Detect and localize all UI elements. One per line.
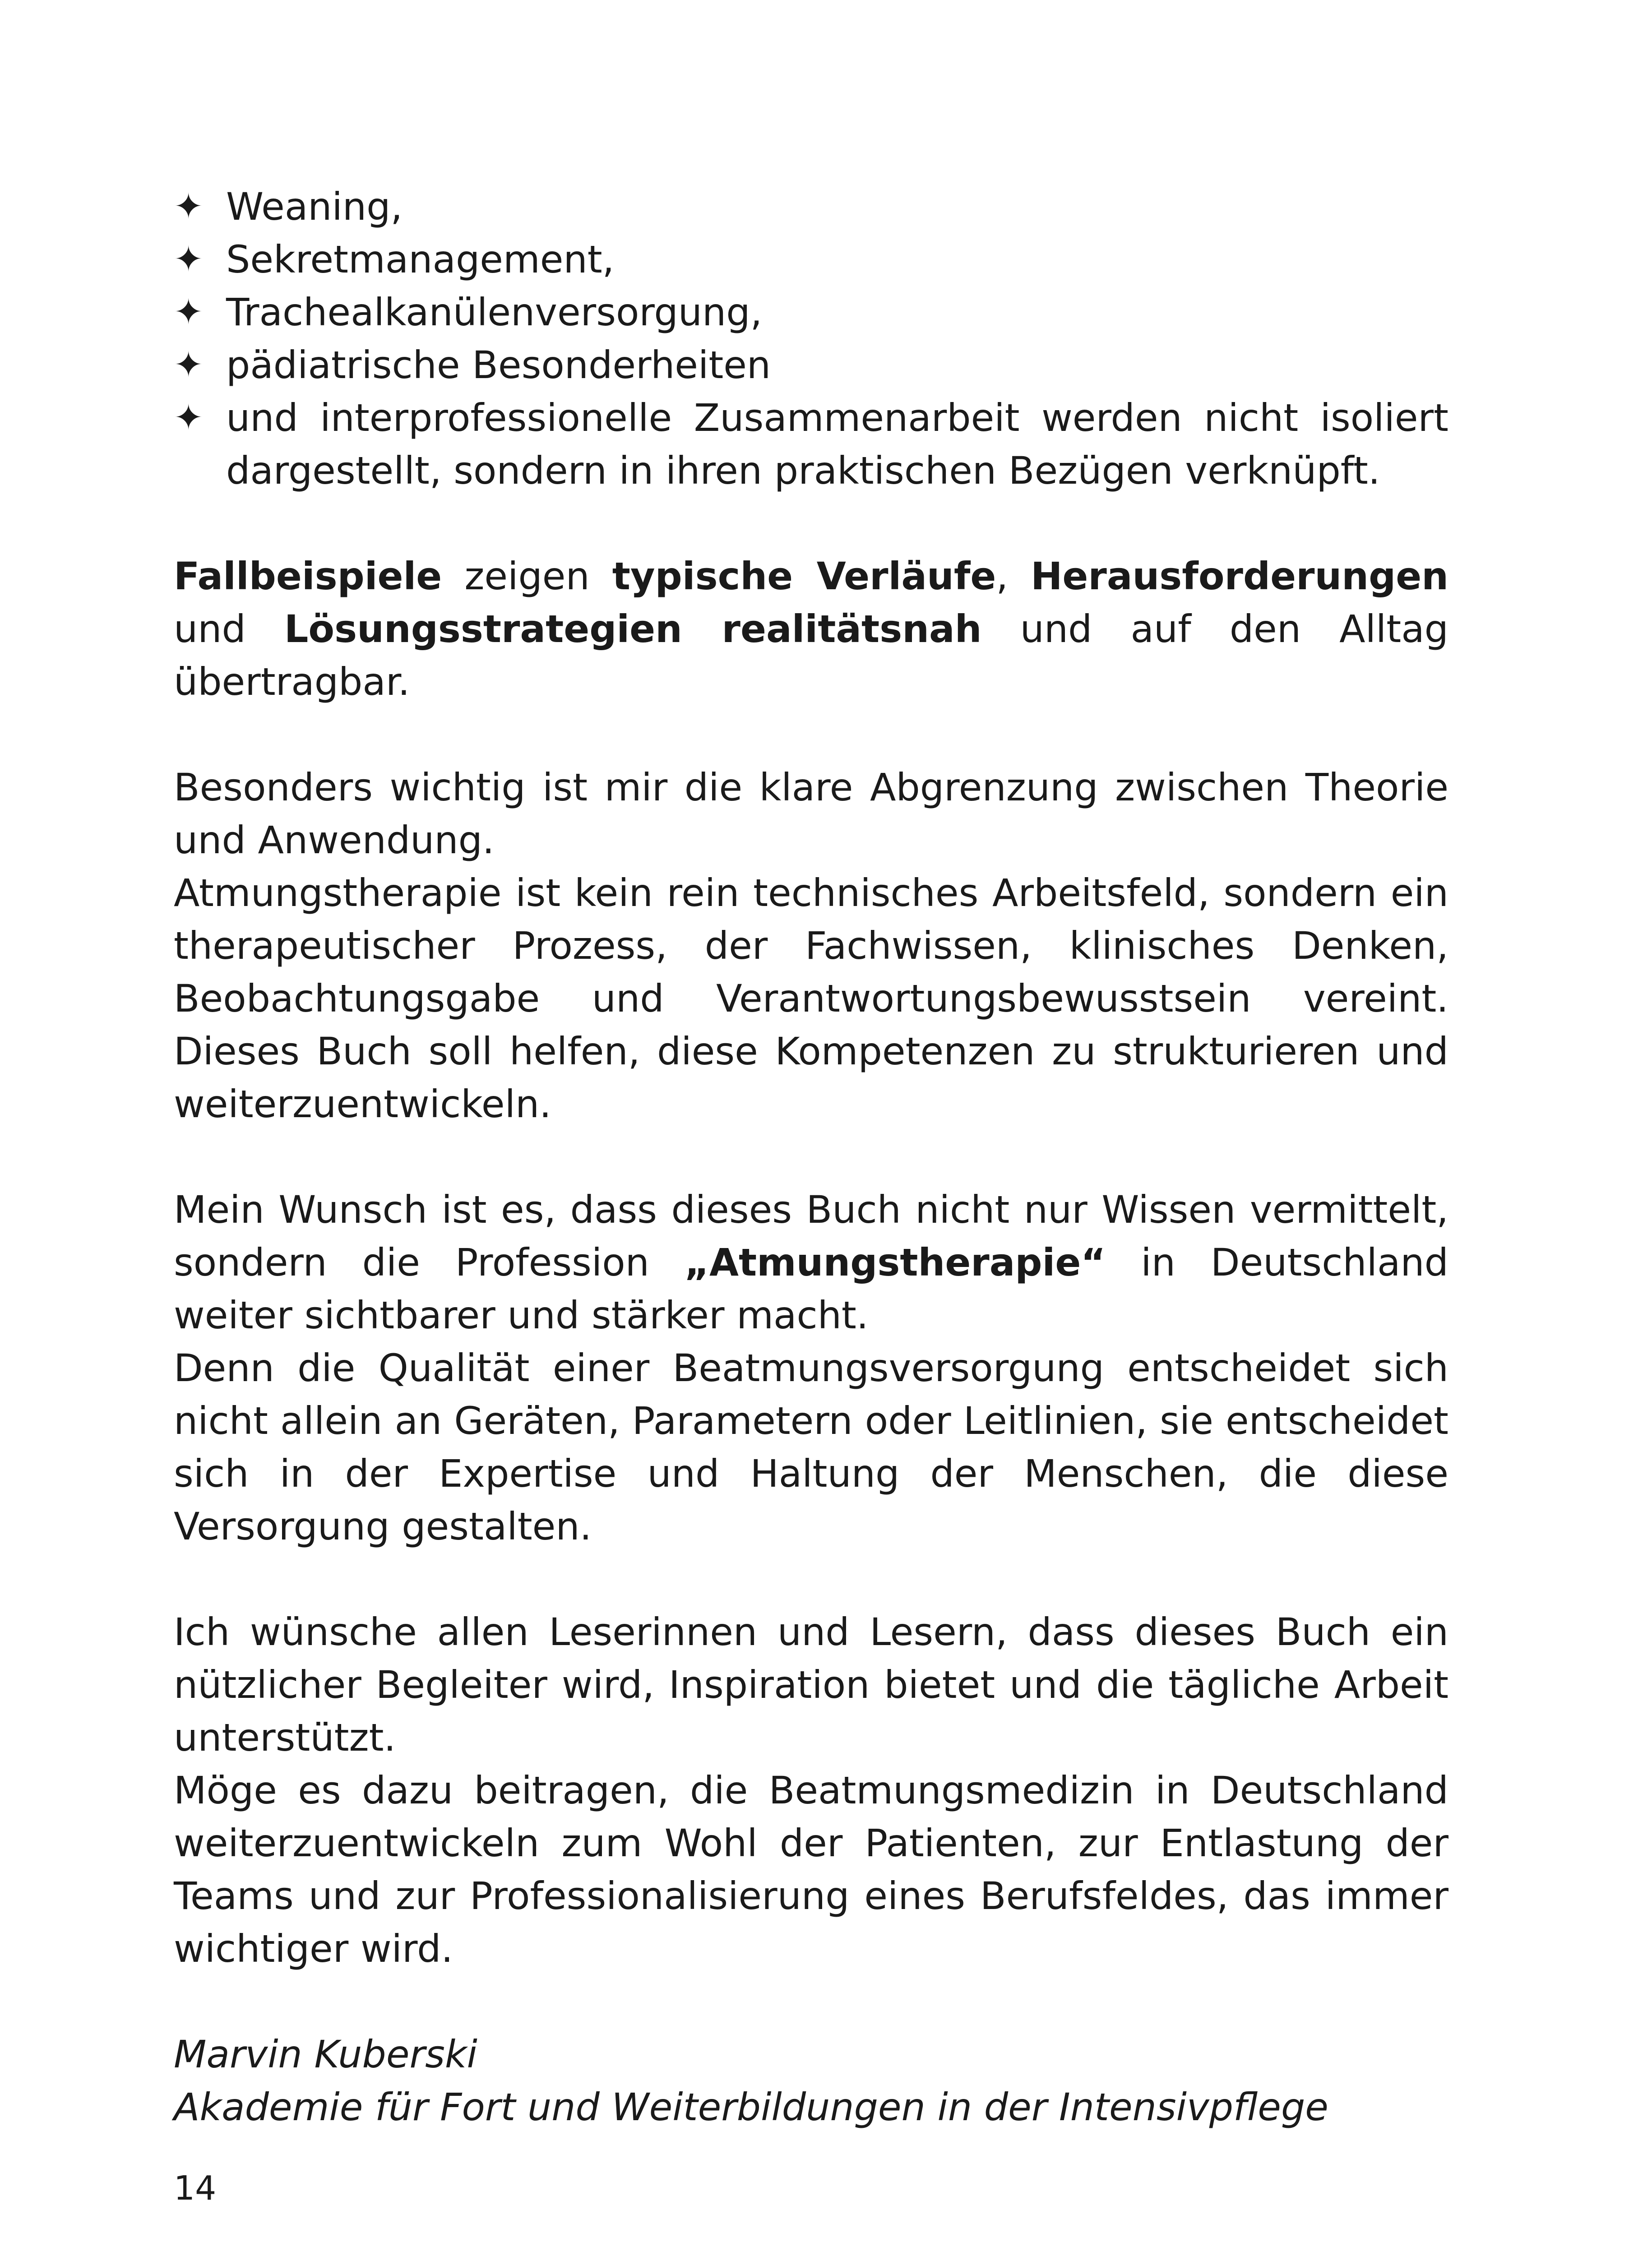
text-run: in Deutschland weiter sichtbarer und stärker macht. [174, 1240, 1448, 1337]
bold-term: Herausforderungen [1031, 554, 1449, 598]
paragraph-atmungstherapie: Atmungstherapie ist kein rein technisches Arbeitsfeld, sondern ein therapeutischer Prozess, der Fachwissen, klinisches Denken, Beobachtungsgabe und Verantwortungsbewusstsein vereint. Dieses Buch soll helfen, diese Kompetenzen zu strukturieren und weiterzuentwickeln. [174, 871, 1448, 1126]
text-run: Mein Wunsch ist es, dass dieses Buch nicht nur Wissen vermittelt, sondern die Profession [174, 1188, 1448, 1285]
paragraph-moege: Möge es dazu beitragen, die Beatmungsmedizin in Deutschland weiterzuentwickeln zum Wohl der Patienten, zur Entlastung der Teams und zur Professionalisierung eines Berufsfeldes, das immer wichtiger wird. [174, 1768, 1448, 1971]
paragraph-qualitaet: Denn die Qualität einer Beatmungsversorgung entscheidet sich nicht allein an Geräten, Parametern oder Leitlinien, sie entscheidet sich in der Expertise und Haltung der Menschen, die diese Versorgung gestalten. [174, 1346, 1448, 1549]
star-bullet-icon: ✦ [174, 398, 204, 438]
list-item [174, 180, 1448, 233]
list-item-text: Weaning, [226, 185, 403, 229]
spacer [174, 497, 1448, 550]
bold-term: „Atmungstherapie“ [684, 1240, 1106, 1285]
topic-bullet-list [174, 180, 1448, 497]
list-item-text: und interprofessionelle Zusammenarbeit werden nicht isoliert dargestellt, sondern in ihren praktischen Bezügen verknüpft. [226, 396, 1448, 493]
text-run: zeigen [442, 554, 612, 598]
list-item [174, 392, 1448, 497]
bold-term: Lösungsstrategien realitätsnah [284, 607, 982, 651]
paragraph-wunsch [174, 1183, 1448, 1342]
star-bullet-icon: ✦ [174, 239, 204, 280]
bold-term: typische Verläufe [612, 554, 996, 598]
spacer [174, 1553, 1448, 1606]
spacer [174, 1975, 1448, 2028]
star-bullet-icon: ✦ [174, 345, 204, 385]
author-signature [174, 2028, 1448, 2134]
text-run: , [996, 554, 1031, 598]
text-run: und auf den Alltag übertragbar. [174, 607, 1449, 704]
list-item [174, 286, 1448, 339]
page-body [174, 180, 1448, 2134]
list-item-text: Sekretmanagement, [226, 237, 615, 282]
page-number: 14 [174, 2169, 217, 2208]
text-run: und [174, 607, 284, 651]
star-bullet-icon: ✦ [174, 292, 204, 333]
author-organization: Akademie für Fort und Weiterbildungen in der Intensivpflege [174, 2085, 1328, 2129]
list-item-text: pädiatrische Besonderheiten [226, 343, 771, 387]
list-item [174, 339, 1448, 392]
list-item-text: Trachealkanülenversorgung, [226, 290, 763, 334]
spacer [174, 708, 1448, 761]
bold-term: Fallbeispiele [174, 554, 442, 598]
paragraph-abgrenzung: Besonders wichtig ist mir die klare Abgrenzung zwischen Theorie und Anwendung. [174, 765, 1448, 862]
star-bullet-icon: ✦ [174, 186, 204, 227]
list-item [174, 233, 1448, 286]
paragraph-wuensche: Ich wünsche allen Leserinnen und Lesern, dass dieses Buch ein nützlicher Begleiter wird, Inspiration bietet und die tägliche Arbeit unterstützt. [174, 1610, 1448, 1760]
author-name: Marvin Kuberski [174, 2032, 477, 2076]
spacer [174, 1131, 1448, 1183]
paragraph-fallbeispiele [174, 550, 1448, 708]
